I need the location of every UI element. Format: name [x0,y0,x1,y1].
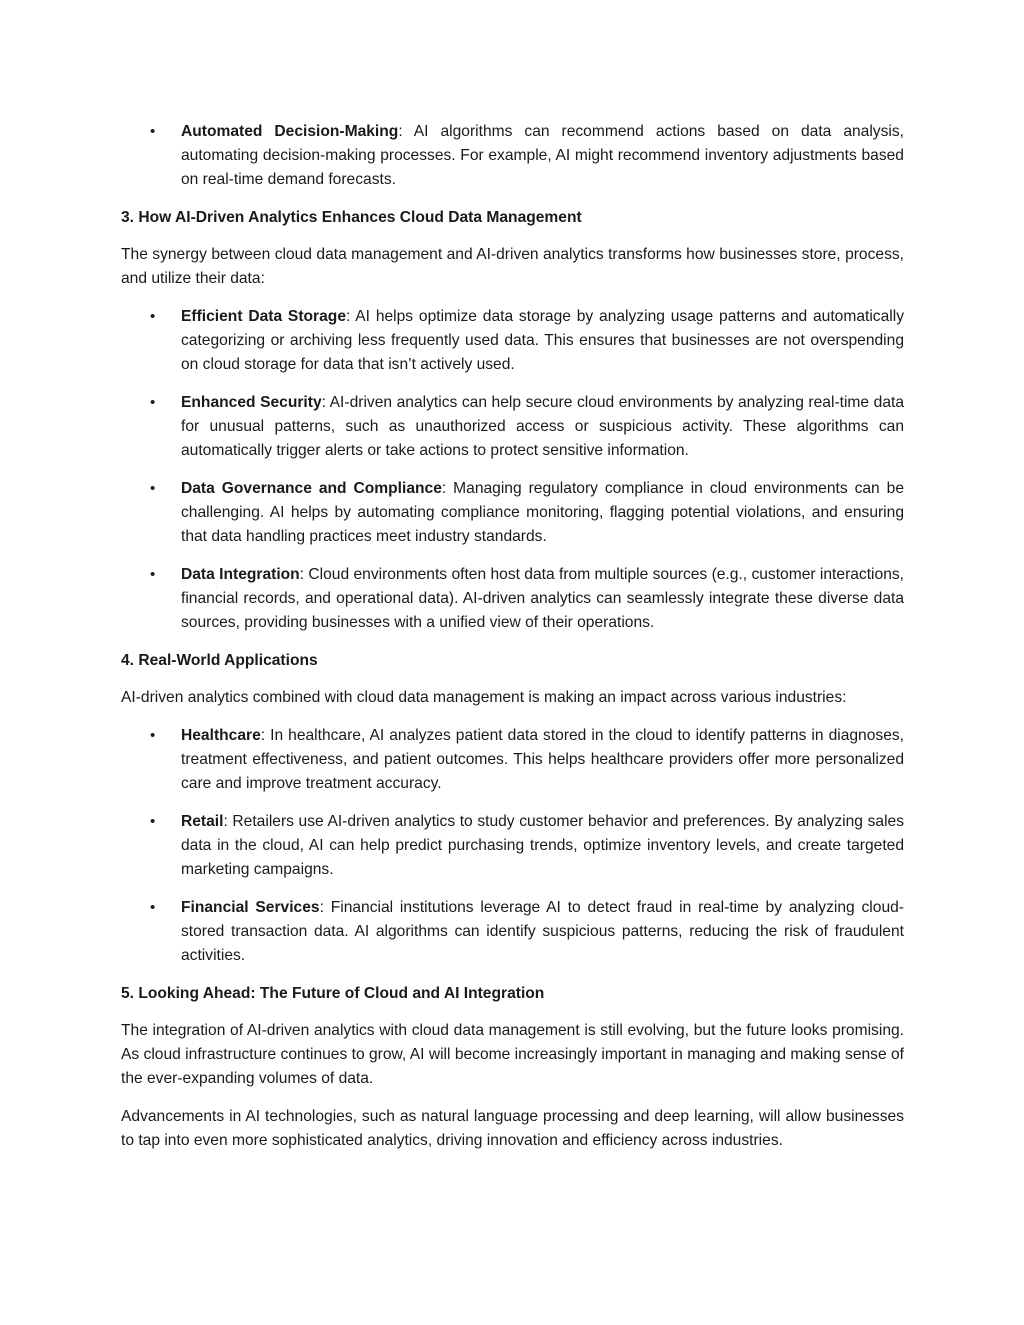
item-term: Enhanced Security [181,394,322,411]
body-paragraph: The integration of AI-driven analytics with cloud data management is still evolving, but the future looks promising. As cloud infrastructure continues to grow, AI will become increasingly important in managing and making sense of the ever-expanding volumes of data. [121,1022,904,1087]
item-term: Retail [181,813,224,830]
bullet-icon: • [150,308,156,325]
section-heading: 3. How AI-Driven Analytics Enhances Cloud Data Management [121,209,582,226]
item-text: : In healthcare, AI analyzes patient data stored in the cloud to identify patterns in diagnoses, treatment effectiveness, and patient outcomes. This helps healthcare providers offer more personalized care and improve treatment accuracy. [181,727,904,792]
item-term: Efficient Data Storage [181,308,346,325]
list-item [121,724,904,796]
list-item [121,391,904,463]
item-text: : Financial institutions leverage AI to detect fraud in real-time by analyzing cloud-stored transaction data. AI algorithms can identify suspicious patterns, reducing the risk of fraudulent activities. [181,899,904,964]
document-content [121,120,904,1167]
section-intro: AI-driven analytics combined with cloud data management is making an impact across various industries: [121,689,847,706]
bullet-icon: • [150,480,156,497]
bullet-icon: • [150,394,156,411]
item-text: : AI helps optimize data storage by analyzing usage patterns and automatically categorizing or archiving less frequently used data. This ensures that businesses are not overspending on cloud storage for data that isn’t actively used. [181,308,904,373]
item-term: Data Integration [181,566,300,583]
section-heading: 5. Looking Ahead: The Future of Cloud and AI Integration [121,985,545,1002]
item-term: Automated Decision-Making [181,123,399,140]
bullet-icon: • [150,566,156,583]
list-item [121,120,904,192]
body-paragraph: Advancements in AI technologies, such as natural language processing and deep learning, will allow businesses to tap into even more sophisticated analytics, driving innovation and efficiency across industries. [121,1108,904,1149]
item-text: : Retailers use AI-driven analytics to study customer behavior and preferences. By analyzing sales data in the cloud, AI can help predict purchasing trends, optimize inventory levels, and create targeted marketing campaigns. [181,813,904,878]
list-item [121,896,904,968]
list-item [121,810,904,882]
item-text: : AI algorithms can recommend actions based on data analysis, automating decision-making processes. For example, AI might recommend inventory adjustments based on real-time demand forecasts. [181,123,904,188]
item-term: Financial Services [181,899,320,916]
section4-bullet-list [121,724,904,968]
item-term: Data Governance and Compliance [181,480,442,497]
section-intro: The synergy between cloud data management and AI-driven analytics transforms how businesses store, process, and utilize their data: [121,246,904,287]
item-term: Healthcare [181,727,261,744]
bullet-icon: • [150,123,156,140]
bullet-icon: • [150,727,156,744]
top-bullet-list [121,120,904,192]
bullet-icon: • [150,899,156,916]
item-text: : Cloud environments often host data from multiple sources (e.g., customer interactions, financial records, and operational data). AI-driven analytics can seamlessly integrate these diverse data sources, providing businesses with a unified view of their operations. [181,566,904,631]
section3-bullet-list [121,305,904,635]
list-item [121,477,904,549]
list-item [121,305,904,377]
section-heading: 4. Real-World Applications [121,652,318,669]
item-text: : AI-driven analytics can help secure cloud environments by analyzing real-time data for unusual patterns, such as unauthorized access or suspicious activity. These algorithms can automatically trigger alerts or take actions to protect sensitive information. [181,394,905,459]
item-text: : Managing regulatory compliance in cloud environments can be challenging. AI helps by automating compliance monitoring, flagging potential violations, and ensuring that data handling practices meet industry standards. [181,480,904,545]
list-item [121,563,904,635]
bullet-icon: • [150,813,156,830]
